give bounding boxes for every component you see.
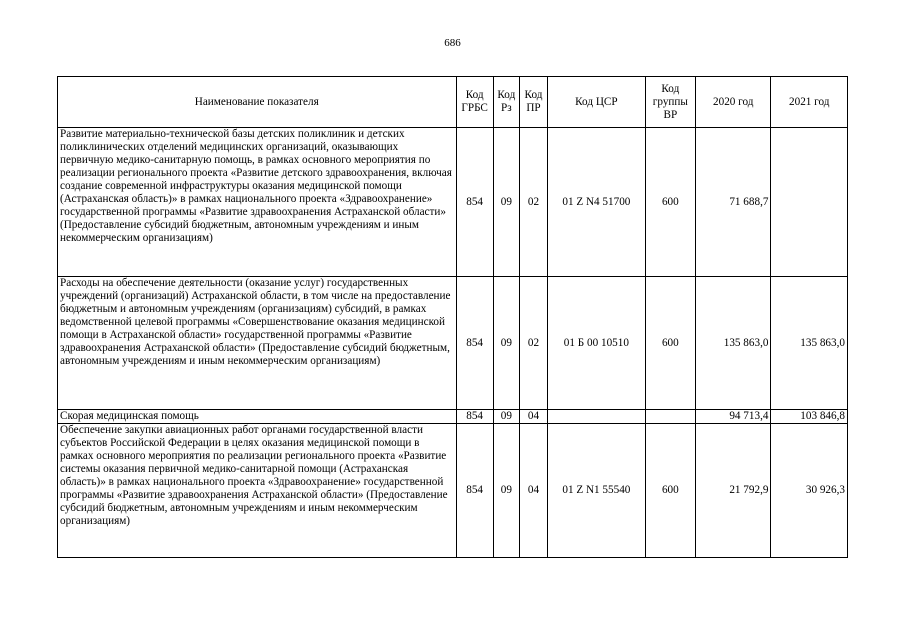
row-2020: 71 688,7 xyxy=(696,128,771,277)
row-2021: 30 926,3 xyxy=(771,424,848,558)
header-name: Наименование показателя xyxy=(58,77,457,128)
row-name: Развитие материально-технической базы детских поликлиник и детских поликлинических отделений медицинских организаций, оказывающих первичную медико-санитарную помощь, в рамках основного мероприятия по реализации регионального проекта «Развитие детского здравоохранения, включая создание современной инфраструктуры оказания медицинской помощи (Астраханская область)» в рамках национального проекта «Здравоохранение» государственной программы «Развитие здравоохранения Астраханской области» (Предоставление субсидий бюджетным, автономным учреждениям и иным некоммерческим организациям) xyxy=(58,128,457,277)
row-name: Расходы на обеспечение деятельности (оказание услуг) государственных учреждений (организаций) Астраханской области, в том числе на предоставление бюджетным и автономным учреждениям (организациям) субсидий, в рамках ведомственной целевой программы «Совершенствование оказания медицинской помощи в Астраханской области» государственной программы «Развитие здравоохранения Астраханской области» (Предоставление субсидий бюджетным, автономным учреждениям и иным некоммерческим организациям) xyxy=(58,277,457,410)
row-vr: 600 xyxy=(645,424,695,558)
row-2020: 94 713,4 xyxy=(696,410,771,424)
table-row xyxy=(58,424,848,558)
header-vr: Код группы ВР xyxy=(645,77,695,128)
row-rz: 09 xyxy=(493,410,519,424)
row-pr: 04 xyxy=(519,410,547,424)
row-grbs: 854 xyxy=(456,277,493,410)
header-2020: 2020 год xyxy=(696,77,771,128)
header-grbs: Код ГРБС xyxy=(456,77,493,128)
row-2020: 21 792,9 xyxy=(696,424,771,558)
header-csr: Код ЦСР xyxy=(548,77,646,128)
row-vr: 600 xyxy=(645,277,695,410)
header-row xyxy=(58,77,848,128)
row-csr: 01 Б 00 10510 xyxy=(548,277,646,410)
table-row xyxy=(58,410,848,424)
row-csr: 01 Z N4 51700 xyxy=(548,128,646,277)
header-rz: Код Рз xyxy=(493,77,519,128)
row-grbs: 854 xyxy=(456,424,493,558)
header-2021: 2021 год xyxy=(771,77,848,128)
row-vr xyxy=(645,410,695,424)
row-rz: 09 xyxy=(493,128,519,277)
row-pr: 02 xyxy=(519,128,547,277)
row-pr: 04 xyxy=(519,424,547,558)
budget-table xyxy=(57,76,848,558)
header-pr: Код ПР xyxy=(519,77,547,128)
row-csr: 01 Z N1 55540 xyxy=(548,424,646,558)
row-2020: 135 863,0 xyxy=(696,277,771,410)
row-vr: 600 xyxy=(645,128,695,277)
row-grbs: 854 xyxy=(456,128,493,277)
row-csr xyxy=(548,410,646,424)
row-2021: 103 846,8 xyxy=(771,410,848,424)
table-row xyxy=(58,277,848,410)
row-grbs: 854 xyxy=(456,410,493,424)
row-name: Скорая медицинская помощь xyxy=(58,410,457,424)
row-rz: 09 xyxy=(493,277,519,410)
row-2021: 135 863,0 xyxy=(771,277,848,410)
table-row xyxy=(58,128,848,277)
row-rz: 09 xyxy=(493,424,519,558)
row-name: Обеспечение закупки авиационных работ органами государственной власти субъектов Российской Федерации в целях оказания медицинской помощи в рамках основного мероприятия по реализации регионального проекта «Развитие системы оказания первичной медико-санитарной помощи (Астраханская область)» в рамках национального проекта «Здравоохранение» государственной программы «Развитие здравоохранения Астраханской области» (Предоставление субсидий бюджетным, автономным учреждениям и иным некоммерческим организациям) xyxy=(58,424,457,558)
page-number: 686 xyxy=(444,37,461,49)
row-2021 xyxy=(771,128,848,277)
row-pr: 02 xyxy=(519,277,547,410)
